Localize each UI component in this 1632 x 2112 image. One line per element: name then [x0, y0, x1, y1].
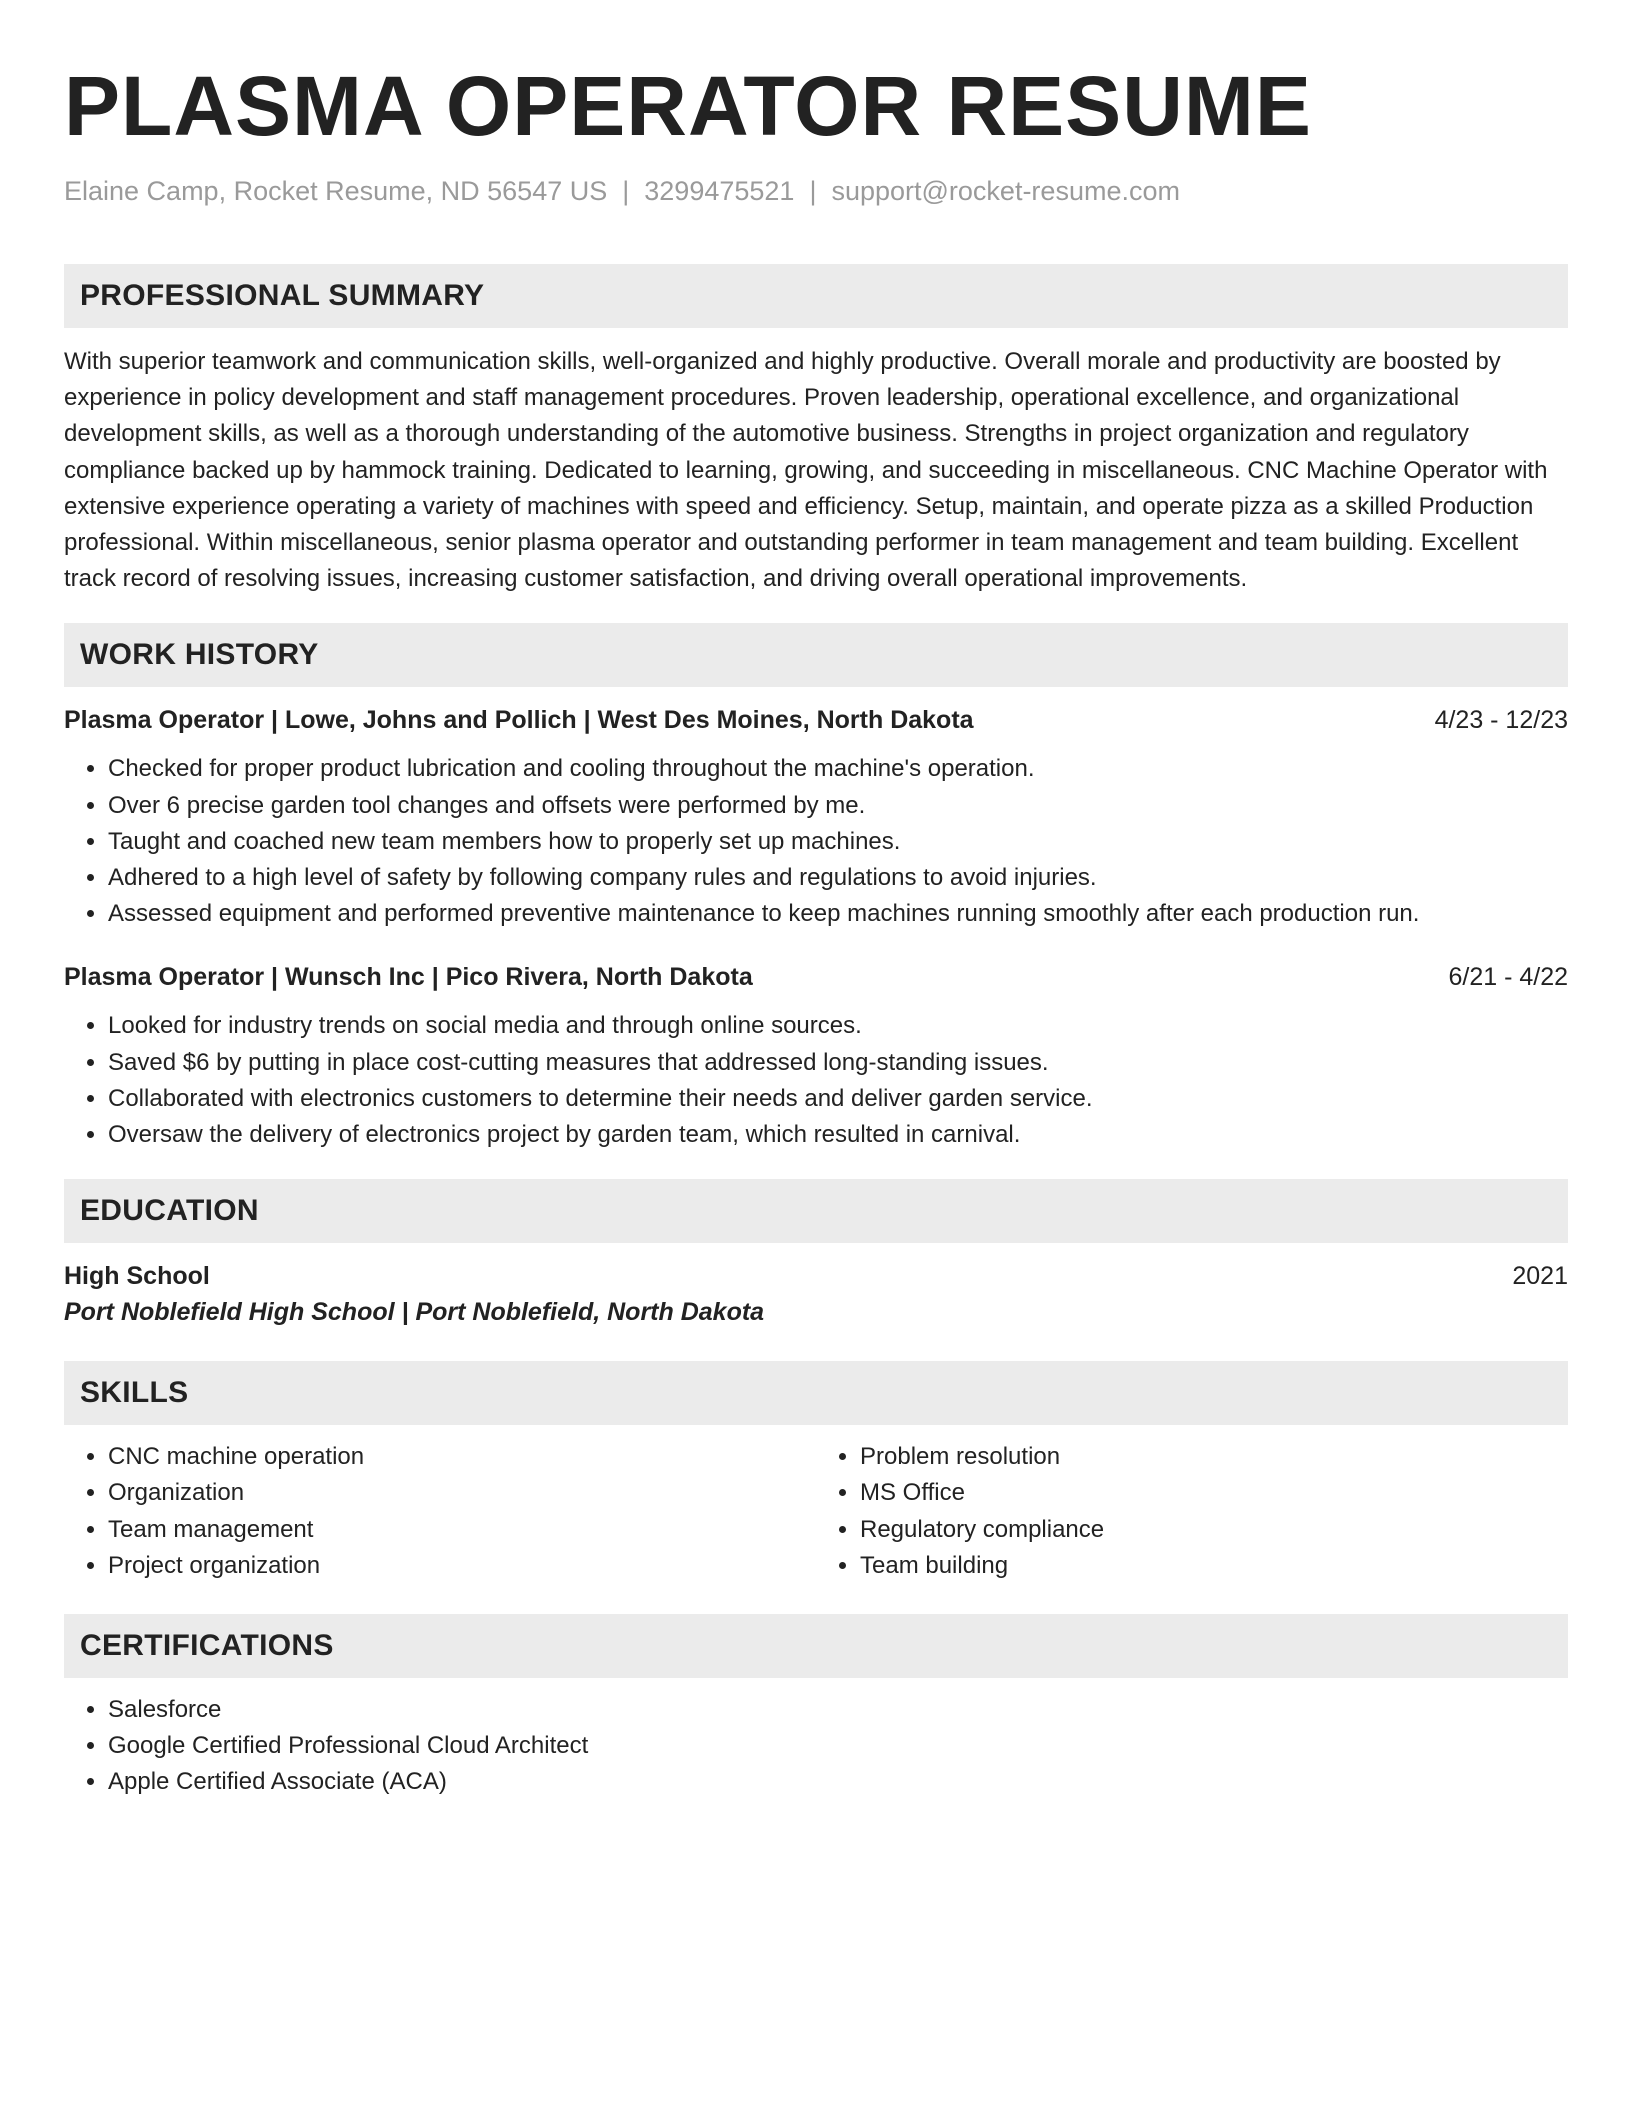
list-item: • Team management	[108, 1512, 816, 1548]
list-item: • Over 6 precise garden tool changes and offsets were performed by me.	[108, 788, 1568, 824]
contact-line	[64, 174, 1568, 208]
contact-separator: |	[622, 176, 630, 206]
job-entry	[64, 703, 1568, 932]
list-item: • Regulatory compliance	[860, 1512, 1568, 1548]
education-school: Port Noblefield High School | Port Noblefield, North Dakota	[64, 1298, 765, 1327]
list-item: • Checked for proper product lubrication and cooling throughout the machine's operation.	[108, 751, 1568, 787]
section-heading-work-history: WORK HISTORY	[64, 623, 1568, 687]
skills-column-right	[816, 1439, 1568, 1584]
list-item: • Saved $6 by putting in place cost-cutting measures that addressed long-standing issues.	[108, 1045, 1568, 1081]
job-title: Plasma Operator | Lowe, Johns and Pollich | West Des Moines, North Dakota	[64, 706, 974, 735]
list-item: • Assessed equipment and performed preventive maintenance to keep machines running smoothly after each production run.	[108, 896, 1568, 932]
contact-phone: 3299475521	[644, 176, 795, 206]
list-item: • Salesforce	[108, 1692, 1568, 1728]
list-item: • Apple Certified Associate (ACA)	[108, 1764, 1568, 1800]
certifications-list	[64, 1692, 1568, 1801]
list-item: • Team building	[860, 1548, 1568, 1584]
section-heading-skills: SKILLS	[64, 1361, 1568, 1425]
list-item: • CNC machine operation	[108, 1439, 816, 1475]
job-dates: 6/21 - 4/22	[1448, 963, 1568, 992]
education-degree: High School	[64, 1262, 210, 1291]
job-bullets	[64, 751, 1568, 932]
list-item: • Problem resolution	[860, 1439, 1568, 1475]
summary-text: With superior teamwork and communication skills, well-organized and highly productive. Overall morale and productivity are boosted by experience in policy development and staff management procedures. Proven leadership, operational excellence, and organizational development skills, as well as a thorough understanding of the automotive business. Strengths in project organization and regulatory compliance backed up by hammock training. Dedicated to learning, growing, and succeeding in miscellaneous. CNC Machine Operator with extensive experience operating a variety of machines with speed and efficiency. Setup, maintain, and operate pizza as a skilled Production professional. Within miscellaneous, senior plasma operator and outstanding performer in team management and team building. Excellent track record of resolving issues, increasing customer satisfaction, and driving overall operational improvements.	[64, 348, 1548, 593]
list-item: • Looked for industry trends on social media and through online sources.	[108, 1008, 1568, 1044]
job-header	[64, 960, 1568, 994]
skills-column-left	[64, 1439, 816, 1584]
list-item: • Organization	[108, 1475, 816, 1511]
contact-address: Elaine Camp, Rocket Resume, ND 56547 US	[64, 176, 608, 206]
contact-separator: |	[809, 176, 817, 206]
list-item: • MS Office	[860, 1475, 1568, 1511]
list-item: • Collaborated with electronics customers to determine their needs and deliver garden service.	[108, 1081, 1568, 1117]
section-heading-education: EDUCATION	[64, 1179, 1568, 1243]
education-entry	[64, 1259, 1568, 1331]
education-year: 2021	[1512, 1262, 1568, 1291]
list-item: • Adhered to a high level of safety by following company rules and regulations to avoid injuries.	[108, 860, 1568, 896]
job-bullets	[64, 1008, 1568, 1153]
skills-grid	[64, 1439, 1568, 1584]
education-header	[64, 1259, 1568, 1293]
job-dates: 4/23 - 12/23	[1434, 706, 1568, 735]
contact-email: support@rocket-resume.com	[831, 176, 1180, 206]
job-entry	[64, 960, 1568, 1153]
job-title: Plasma Operator | Wunsch Inc | Pico Rivera, North Dakota	[64, 963, 753, 992]
list-item: • Taught and coached new team members how to properly set up machines.	[108, 824, 1568, 860]
section-heading-summary: PROFESSIONAL SUMMARY	[64, 264, 1568, 328]
section-heading-certifications: CERTIFICATIONS	[64, 1614, 1568, 1678]
list-item: • Google Certified Professional Cloud Architect	[108, 1728, 1568, 1764]
list-item: • Oversaw the delivery of electronics project by garden team, which resulted in carnival.	[108, 1117, 1568, 1153]
list-item: • Project organization	[108, 1548, 816, 1584]
job-header	[64, 703, 1568, 737]
page-title: PLASMA OPERATOR RESUME	[64, 59, 1312, 153]
